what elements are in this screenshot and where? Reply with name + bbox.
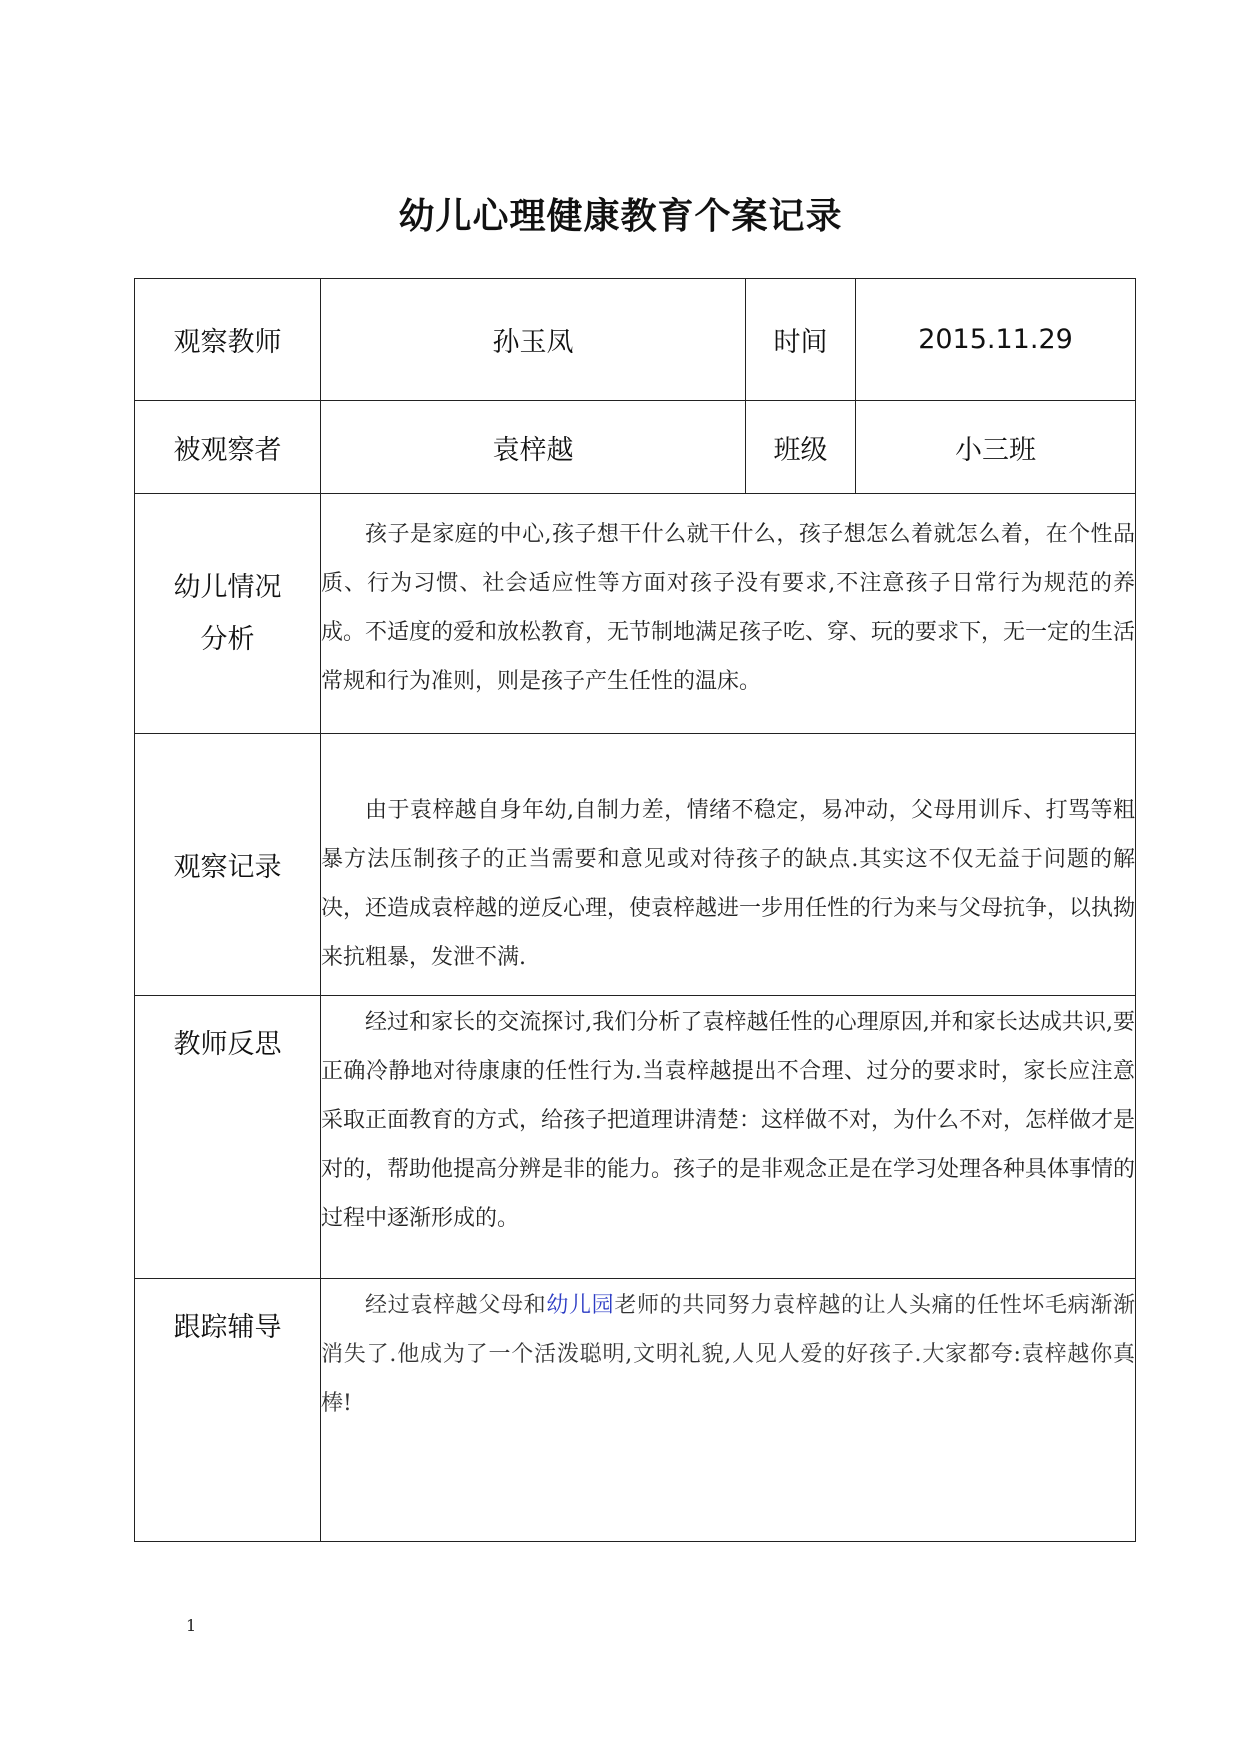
tracking-label: 跟踪辅导: [135, 1279, 321, 1542]
row-observed-child: [135, 401, 1136, 494]
kindergarten-link[interactable]: 幼儿园: [546, 1293, 615, 1318]
row-observer-teacher: [135, 279, 1136, 401]
tracking-text: [321, 1279, 1136, 1542]
observed-child-value: 袁梓越: [321, 401, 746, 494]
observation-text: 由于袁梓越自身年幼,自制力差，情绪不稳定，易冲动，父母用训斥、打骂等粗暴方法压制孩子的正当需要和意见或对待孩子的缺点.其实这不仅无益于问题的解决，还造成袁梓越的逆反心理，使袁梓越进一步用任性的行为来与父母抗争，以执拗来抗粗暴，发泄不满.: [321, 734, 1136, 996]
observer-teacher-label: 观察教师: [135, 279, 321, 401]
tracking-text-before: 经过袁梓越父母和: [365, 1293, 547, 1318]
row-tracking: [135, 1279, 1136, 1542]
tracking-text-after: 老师的共同努力袁梓越的让人头痛的任性坏毛病渐渐消失了.他成为了一个活泼聪明,文明礼貌,人见人爱的好孩子.大家都夸:袁梓越你真棒!: [321, 1293, 1135, 1416]
row-analysis: [135, 494, 1136, 734]
time-value: 2015.11.29: [856, 279, 1136, 401]
class-label: 班级: [746, 401, 856, 494]
observed-child-label: 被观察者: [135, 401, 321, 494]
document-title: 幼儿心理健康教育个案记录: [398, 195, 843, 237]
analysis-label: [135, 494, 321, 734]
time-label: 时间: [746, 279, 856, 401]
reflection-text: 经过和家长的交流探讨,我们分析了袁梓越任性的心理原因,并和家长达成共识,要正确冷静地对待康康的任性行为.当袁梓越提出不合理、过分的要求时，家长应注意采取正面教育的方式，给孩子把道理讲清楚：这样做不对，为什么不对，怎样做才是对的，帮助他提高分辨是非的能力。孩子的是非观念正是在学习处理各种具体事情的过程中逐渐形成的。: [321, 996, 1136, 1279]
row-reflection: [135, 996, 1136, 1279]
analysis-label-line1: 幼儿情况: [173, 571, 282, 603]
observation-label: 观察记录: [135, 734, 321, 996]
row-observation: [135, 734, 1136, 996]
observer-teacher-value: 孙玉凤: [321, 279, 746, 401]
analysis-text: 孩子是家庭的中心,孩子想干什么就干什么，孩子想怎么着就怎么着，在个性品质、行为习惯、社会适应性等方面对孩子没有要求,不注意孩子日常行为规范的养成。不适度的爱和放松教育，无节制地满足孩子吃、穿、玩的要求下，无一定的生活常规和行为准则，则是孩子产生任性的温床。: [321, 494, 1136, 734]
case-record-table: [134, 278, 1136, 1542]
reflection-label: 教师反思: [135, 996, 321, 1279]
analysis-label-line2: 分析: [200, 623, 255, 655]
page-number: 1: [186, 1616, 197, 1635]
class-value: 小三班: [856, 401, 1136, 494]
